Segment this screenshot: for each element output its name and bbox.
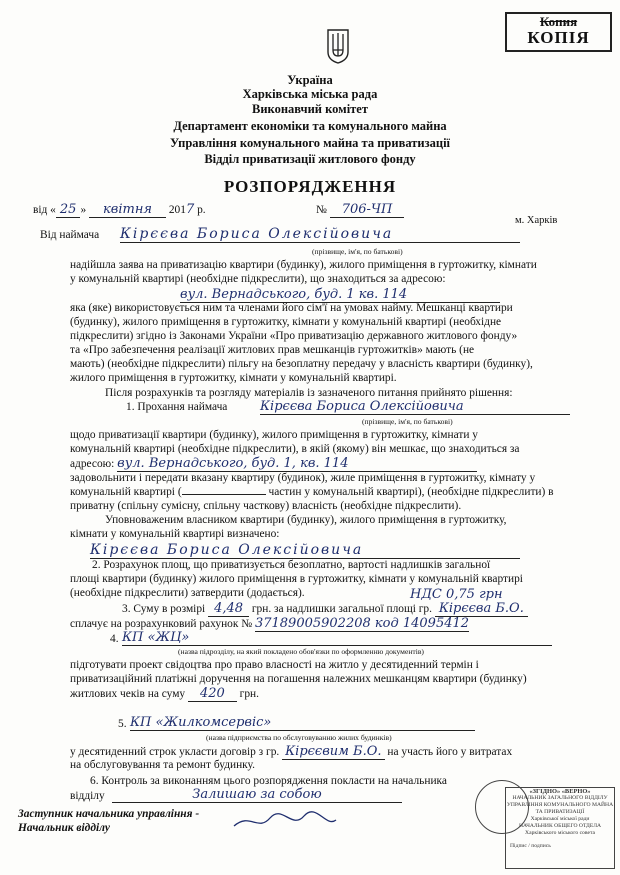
order-number [316,203,404,218]
stamp-line1: «ЗГІДНО» «ВЕРНО» [529,788,591,795]
header-department: Департамент економіки та комунального майна [173,119,447,133]
item3-account: 37189005902208 код 14095412 [254,616,470,631]
signature-position-line2: Начальник відділу [18,822,110,834]
item4-line3: приватизаційний платіжні доручення на погашення належних мешканцям квартири (будинку) [70,673,527,685]
date-month: квітня [89,202,166,218]
item3-mid: грн. за надлишки загальної площі гр. [251,603,432,615]
item6-handwritten: Залишаю за собою [112,787,402,803]
item1-line9: кімнати у комунальній квартирі визначено: [70,528,280,540]
item1-caption: (прізвище, ім'я, по батькові) [362,417,453,426]
stamp-line6: Харківського міського совета [525,830,595,836]
item1-address-prefix: адресою: [70,458,115,470]
item5-caption: (назва підприємства по обслуговуванню жилих будинків) [206,733,392,742]
item4-sum-suffix: грн. [239,688,259,700]
p1-line8: жилого приміщення в гуртожитку, кімнати у комунальній квартирі. [70,372,397,384]
item1-address: вул. Вернадського, буд. 1, кв. 114 [117,457,477,472]
item5-line2 [70,745,512,760]
item1-line6 [70,486,554,500]
p1-line5: підкреслити) згідно із Законами України «Про приватизацію державного житлового фонду» [70,330,518,342]
item2-line1: 2. Розрахунок площ, що приватизується безоплатно, вартості надлишків загальної [92,559,491,571]
stamp-line2: НАЧАЛЬНИК ЗАГАЛЬНОГО ВІДДІЛУ [512,795,608,801]
item4-line4 [70,687,259,702]
stamp-line3: УПРАВЛІННЯ КОМУНАЛЬНОГО МАЙНА ТА ПРИВАТИЗАЦІЇ [506,802,614,815]
item1-line3: комунальній квартирі (необхідне підкреслити), в якій (якому) він мешкає, що знаходиться за [70,443,520,455]
trident-emblem-icon [326,28,350,64]
city: м. Харків [515,215,558,226]
header-country: Україна [287,73,333,87]
item5-line2a: у десятиденний строк укласти договір з гр. [70,746,280,758]
signature-scribble [230,808,340,834]
from-caption: (прізвище, ім'я, по батькові) [312,247,403,256]
date-mid: » [80,204,87,216]
item1-line2: щодо приватизації квартири (будинку), жилого приміщення в гуртожитку, кімнати у [70,429,478,441]
item1-line7: приватну (спільну сумісну, спільну часткову) власність (необхідне підкреслити). [70,500,462,512]
item3-payer: Кірєєва Б.О. [435,601,528,617]
stamp-line4: Харківської міської ради [530,816,590,822]
date-prefix: від « [33,204,56,216]
item1-line4 [70,457,477,472]
item3-account-prefix: сплачує на розрахунковий рахунок № [70,618,253,630]
header-division: Відділ приватизації житлового фонду [204,152,416,166]
date-year-digit: 7 [185,202,195,217]
signature-position-line1: Заступник начальника управління - [18,808,200,820]
copy-stamp-line2: КОПІЯ [527,28,590,47]
number-value: 706-ЧП [330,202,405,218]
decision-intro: Після розрахунків та розгляду матеріалів із зазначеного питання прийнято рішення: [105,387,513,399]
item4-prefix: 4. [110,633,119,645]
date-year-prefix: 201 [168,204,186,216]
from-label: Від наймача [40,229,100,241]
item3-prefix: 3. Суму в розмірі [122,603,206,615]
copy-stamp [505,12,612,52]
p1-line1: надійшла заява на приватизацію квартири (будинку), жилого приміщення в гуртожитку, кімнати [70,259,537,271]
item6-line1: 6. Контроль за виконанням цього розпорядження покласти на начальника [90,775,447,787]
item3-amount: 4,48 [208,601,249,617]
item1-line5: задовольнити і передати вказану квартиру (будинок), жиле приміщення в гуртожитку, кімнату у [70,472,536,484]
official-approval-stamp [505,787,615,869]
header-directorate: Управління комунального майна та приватизації [169,136,451,150]
header-council: Харківська міська рада [242,87,378,101]
p1-line3: яка (яке) використовується ним та членами його сім'ї на умовах найму. Мешканці квартири [70,302,513,314]
item1-line6b: частин у комунальній квартирі), (необхідне підкреслити) в [268,486,554,498]
doc-title: РОЗПОРЯДЖЕННЯ [223,177,397,196]
item4-caption: (назва підрозділу, на який покладено обов'язки по оформленню документів) [178,647,424,656]
item5-enterprise: КП «Жилкомсервіс» [130,715,475,731]
item3-line1 [122,602,528,617]
number-label: № [316,204,327,216]
item1-label: 1. Прохання наймача [126,401,228,413]
stamp-line5: НАЧАЛЬНИК ОБЩЕГО ОТДЕЛА [518,823,602,829]
p1-line7: мають) (необхідне підкреслити) пільгу на безоплатну передачу у власність квартири (будинку), [70,358,533,370]
item2-handwritten-vat: НДС 0,75 грн [410,587,503,602]
date-day: 25 [56,202,81,218]
item6-line2-prefix: відділу [70,790,105,802]
owner-name: Кірєєва Бориса Олексійовича [90,542,520,559]
item2-line3: (необхідне підкреслити) затвердити (додається). [70,587,305,599]
p1-line6: та «Про забезпечення реалізації житлових прав мешканців гуртожитків» мають (не [70,344,475,356]
item4-sum: 420 [188,686,237,702]
item4-unit: КП «ЖЦ» [122,630,552,646]
stamp-line7: Підпис / подпись [510,843,551,849]
item2-line2: площі квартири (будинку) жилого приміщення в гуртожитку, кімнати у комунальній квартирі [70,573,523,585]
item1-line8: Уповноваженим власником квартири (будинку), жилого приміщення в гуртожитку, [105,514,507,526]
item5-tenant: Кірєєвим Б.О. [282,744,384,760]
p1-line4: (будинку), жилого приміщення в гуртожитку, кімнати у комунальній квартирі (необхідне [70,316,502,328]
item5-prefix: 5. [118,718,127,730]
item1-line6a: комунальній квартирі ( [70,486,182,498]
item5-line3: на обслуговування та ремонт будинку. [70,759,255,771]
p1-line2: у комунальній квартирі (необхідне підкреслити), що знаходиться за адресою: [70,273,446,285]
item4-line2: підготувати проект свідоцтва про право власності на житло у десятиденний термін і [70,659,479,671]
item5-line2b: на участь його у витратах [387,746,513,758]
copy-stamp-line1: Копия [539,14,578,29]
item1-name: Кірєєва Бориса Олексійовича [260,399,570,415]
from-name: Кірєєва Бориса Олексійовича [120,226,520,243]
date-line [33,203,206,218]
header-committee: Виконавчий комітет [252,102,368,116]
item4-sum-prefix: житлових чеків на суму [70,688,186,700]
date-suffix: р. [197,204,206,216]
item1-fraction-blank [182,494,266,495]
p1-address: вул. Вернадського, буд. 1 кв. 114 [180,287,500,303]
